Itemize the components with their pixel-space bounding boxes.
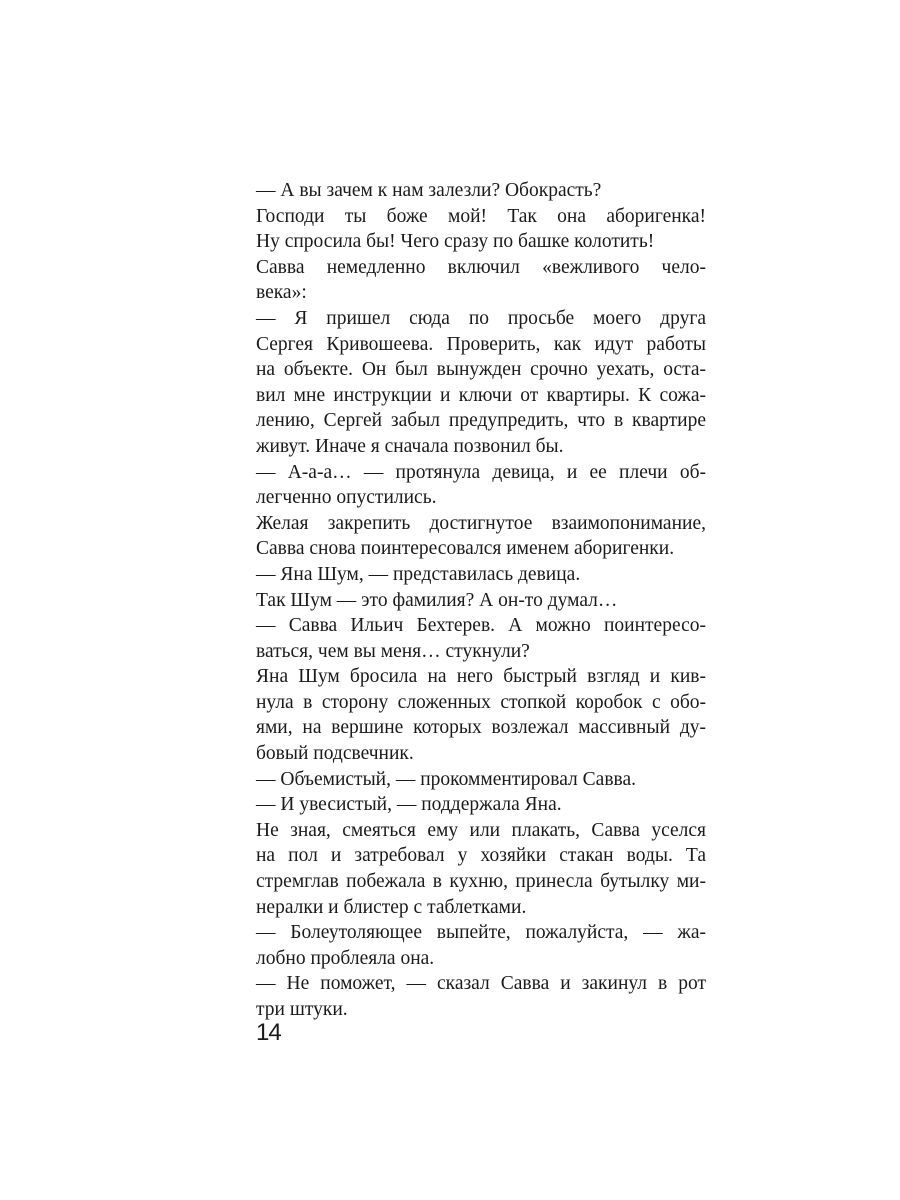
- text-line: — А вы зачем к нам залезли? Обокрасть?: [256, 180, 602, 201]
- text-line: нералки и блистер с таблетками.: [256, 896, 527, 918]
- text-line: — Савва Ильич Бехтерев. А можно поинтересо-: [256, 615, 706, 637]
- text-line: Савва немедленно включил «вежливого чело-: [256, 256, 706, 278]
- text-line: живут. Иначе я сначала позвонил бы.: [256, 435, 564, 457]
- text-line: Савва снова поинтересовался именем аборигенки.: [256, 538, 675, 560]
- text-line: лению, Сергей забыл предупредить, что в квартире: [256, 410, 706, 432]
- text-line: — Не поможет, — сказал Савва и закинул в рот: [256, 973, 706, 995]
- text-line: Желая закрепить достигнутое взаимопонимание,: [256, 512, 706, 534]
- body-text: [256, 178, 706, 1023]
- text-line: — Я пришел сюда по просьбе моего друга: [256, 307, 706, 329]
- text-line: ваться, чем вы меня… стукнули?: [256, 640, 530, 662]
- text-line: легченно опустились.: [256, 487, 437, 509]
- page-number: 14: [256, 1019, 281, 1046]
- text-line: Сергея Кривошеева. Проверить, как идут работы: [256, 333, 706, 355]
- text-line: Не зная, смеяться ему или плакать, Савва уселся: [256, 819, 706, 841]
- text-line: вил мне инструкции и ключи от квартиры. К сожа-: [256, 384, 706, 406]
- text-line: — Объемистый, — прокомментировал Савва.: [256, 768, 637, 790]
- text-line: — Яна Шум, — представилась девица.: [256, 563, 581, 585]
- text-line: лобно проблеяла она.: [256, 947, 435, 969]
- text-line: — Болеутоляющее выпейте, пожалуйста, — жа-: [256, 922, 706, 944]
- text-line: стремглав побежала в кухню, принесла бутылку ми-: [256, 871, 706, 893]
- text-line: века»:: [256, 282, 307, 304]
- text-line: три штуки.: [256, 999, 348, 1020]
- text-line: на пол и затребовал у хозяйки стакан воды. Та: [256, 845, 706, 867]
- text-line: Так Шум — это фамилия? А он-то думал…: [256, 589, 618, 611]
- text-line: Господи ты боже мой! Так она аборигенка!: [256, 205, 706, 227]
- text-line: Ну спросила бы! Чего сразу по башке колотить!: [256, 231, 655, 253]
- text-line: — И увесистый, — поддержала Яна.: [256, 794, 562, 816]
- text-line: нула в сторону сложенных стопкой коробок с обо-: [256, 691, 706, 713]
- text-line: ями, на вершине которых возлежал массивный ду-: [256, 717, 706, 739]
- text-line: — А-а-а… — протянула девица, и ее плечи об-: [256, 461, 706, 483]
- text-line: на объекте. Он был вынужден срочно уехать, оста-: [256, 359, 706, 381]
- text-line: Яна Шум бросила на него быстрый взгляд и кив-: [256, 666, 706, 688]
- text-line: бовый подсвечник.: [256, 743, 414, 765]
